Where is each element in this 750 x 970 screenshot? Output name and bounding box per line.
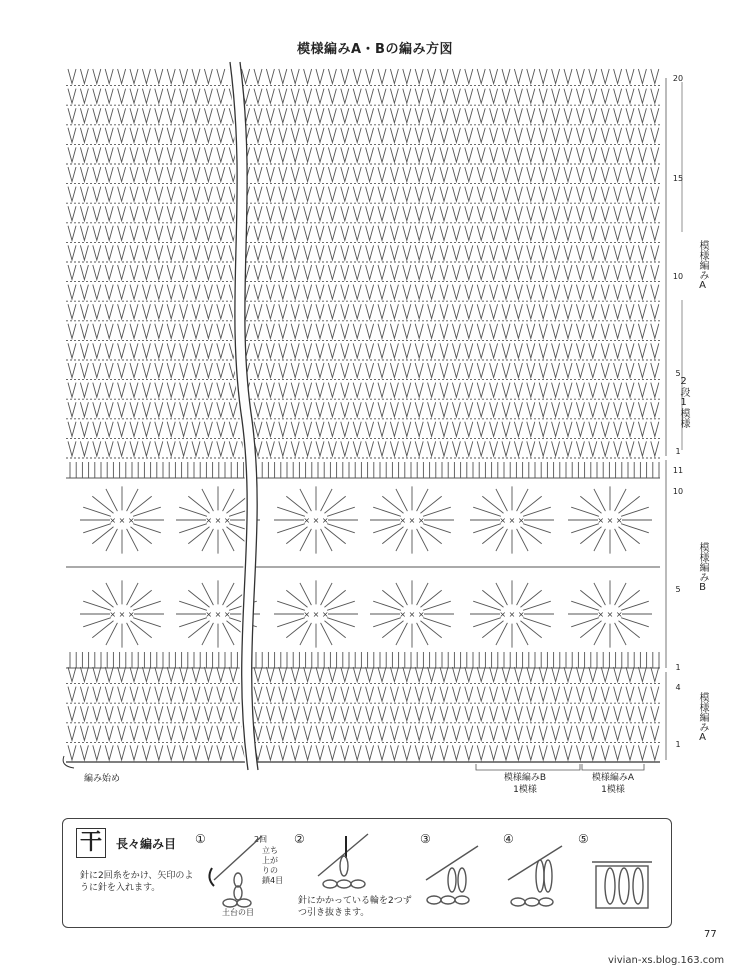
row-number: 20 xyxy=(672,74,684,83)
motif-center: × × × xyxy=(109,610,135,619)
motif-center: × × × xyxy=(597,516,623,525)
row-number: 11 xyxy=(672,466,684,475)
step-number: ③ xyxy=(420,832,431,846)
section-label-pattern-a: 模様編みA xyxy=(697,240,708,291)
step3-illustration xyxy=(426,846,478,904)
motif-center: × × × xyxy=(399,516,425,525)
row-number: 1 xyxy=(675,663,681,672)
step2-illustration xyxy=(318,834,368,888)
motif-center: × × × xyxy=(597,610,623,619)
step2-text: 針にかかっている輪を2つずつ引き抜きます。 xyxy=(298,896,412,918)
step-number: ① xyxy=(195,832,206,846)
repeat-label: 2段1模様 xyxy=(678,376,689,428)
step5-illustration xyxy=(592,862,652,908)
section-label-pattern-b: 模様編みB xyxy=(697,542,708,593)
motif-center: × × × xyxy=(303,610,329,619)
step-number: ⑤ xyxy=(578,832,589,846)
row-number: 4 xyxy=(675,683,681,692)
step4-illustration xyxy=(508,846,562,906)
step1-text: 針に2回糸をかけ、矢印のように針を入れます。 xyxy=(80,871,194,893)
step1-illustration xyxy=(209,836,262,907)
motif-center: × × × xyxy=(499,516,525,525)
step1-loops: 2回 xyxy=(254,835,268,844)
motif-center: × × × xyxy=(399,610,425,619)
watermark: vivian-xs.blog.163.com xyxy=(608,955,725,966)
motif-center: × × × xyxy=(109,516,135,525)
legend-title: 長々編み目 xyxy=(116,837,177,851)
treble-stitch-icon: 干 xyxy=(76,828,106,858)
pattern-b-label: 模様編みB 1模様 xyxy=(503,773,547,795)
row-number: 5 xyxy=(675,369,681,378)
page-number: 77 xyxy=(704,929,717,940)
motif-center: × × × xyxy=(303,516,329,525)
pattern-a-label: 模様編みA 1模様 xyxy=(591,773,635,795)
row-number: 10 xyxy=(672,272,684,281)
row-number: 5 xyxy=(675,585,681,594)
section-label-pattern-a-lower: 模様編みA xyxy=(697,692,708,743)
start-label: 編み始め xyxy=(84,774,121,784)
row-number: 1 xyxy=(675,740,681,749)
motif-center: × × × xyxy=(499,610,525,619)
row-number: 1 xyxy=(675,447,681,456)
row-number: 15 xyxy=(672,174,684,183)
motif-center: × × × xyxy=(205,516,231,525)
step-number: ② xyxy=(294,832,305,846)
row-number: 10 xyxy=(672,487,684,496)
step-number: ④ xyxy=(503,832,514,846)
page-title: 模様編みA・Bの編み方図 xyxy=(297,42,453,57)
step1-chain: 立ち上がりの鎖4目 xyxy=(262,846,284,885)
step1-base: 土台の目 xyxy=(222,908,254,917)
motif-center: × × × xyxy=(205,610,231,619)
